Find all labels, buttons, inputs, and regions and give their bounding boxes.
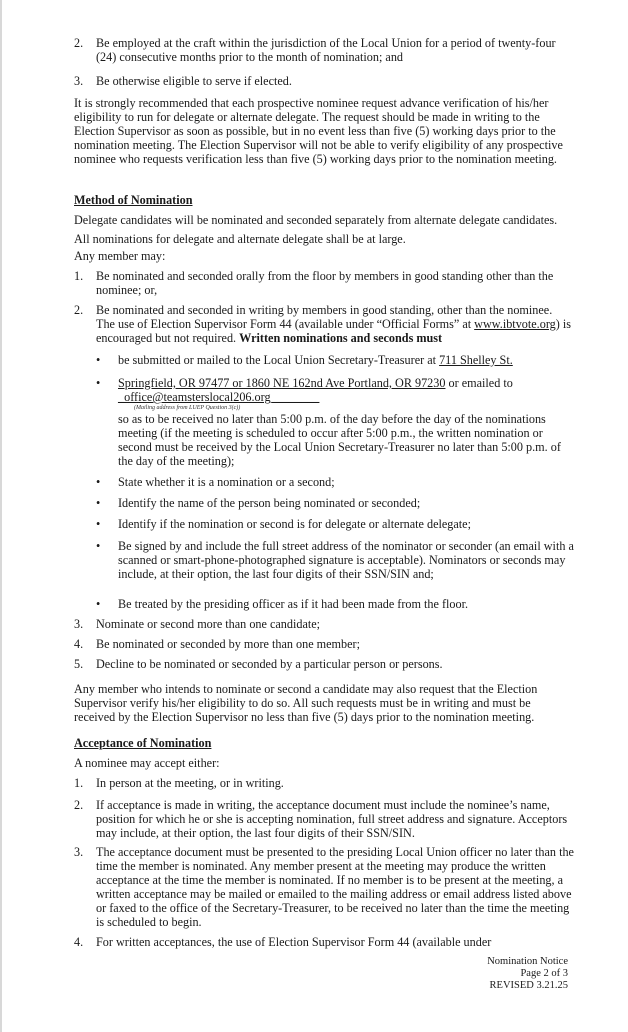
bullet-text: Identify if the nomination or second is for delegate or alternate delegate;: [118, 517, 471, 531]
item-text: Decline to be nominated or seconded by a particular person or persons.: [96, 657, 443, 671]
acceptance-item-2: [74, 798, 574, 840]
item-text: Be nominated or seconded by more than one member;: [96, 637, 360, 651]
acceptance-item-4: [74, 935, 574, 949]
item-number: 3.: [74, 617, 84, 631]
page-footer: [487, 956, 568, 992]
written-nominations-bold: Written nominations and seconds must: [239, 331, 443, 345]
footer-revision: REVISED 3.21.25: [489, 980, 568, 991]
item-number: 2.: [74, 36, 84, 50]
eligibility-item-2: [74, 36, 574, 64]
item-text: In person at the meeting, or in writing.: [96, 776, 284, 790]
method-heading: Method of Nomination: [74, 193, 193, 207]
street-address: 711 Shelley St.: [439, 353, 513, 367]
bullet-identify-name: [96, 496, 574, 510]
item-text: For written acceptances, the use of Election Supervisor Form 44 (available under: [96, 935, 492, 949]
office-email-link[interactable]: _office@teamsterslocal206.org________: [118, 390, 320, 404]
page-edge: [0, 0, 2, 1032]
acceptance-heading: Acceptance of Nomination: [74, 736, 212, 750]
item-number: 1.: [74, 269, 84, 283]
method-item-4: [74, 637, 574, 651]
bullet-text: Be treated by the presiding officer as if it had been made from the floor.: [118, 597, 469, 611]
bullet-text: State whether it is a nomination or a second;: [118, 475, 335, 489]
bullet-icon: •: [96, 539, 101, 553]
bullet-text: Be signed by and include the full street address of the nominator or seconder (an email with a scanned or smart-phone-photographed signature is acceptable). Nominators or seconds may include, at their option, the last four digits of their SSN/SIN and;: [118, 539, 574, 581]
item-number: 5.: [74, 657, 84, 671]
item-text: If acceptance is made in writing, the acceptance document must include the nominee’s name, position for which he or she is accepting nomination, full street address and signature. Acceptors may include, at their option, the last four digits of their SSN/SIN.: [96, 798, 568, 840]
deadline-text: so as to be received no later than 5:00 p.m. of the day before the day of the nominations meeting (if the meeting is scheduled to occur after 5:00 p.m., the written nomination or second must be received by the Local Union Secretary-Treasurer no later than 5:00 p.m. of the day of the meeting);: [118, 412, 561, 468]
bullet-text: be submitted or mailed to the Local Union Secretary-Treasurer at: [118, 353, 440, 367]
method-item-3: [74, 617, 574, 631]
item-number: 4.: [74, 935, 84, 949]
bullet-submit: [96, 353, 574, 367]
method-item-1: [74, 269, 574, 297]
item-number: 3.: [74, 845, 84, 859]
item-number: 2.: [74, 303, 84, 317]
city-address: Springfield, OR 97477 or 1860 NE 162nd Ave Portland, OR 97230: [118, 376, 446, 390]
item-text: Be nominated and seconded in writing by members in good standing, other than the nominee. The use of Election Supervisor Form 44 (available under “Official Forms” at: [96, 303, 553, 331]
bullet-identify-position: [96, 517, 574, 531]
item-text: Be nominated and seconded orally from the floor by members in good standing other than the nominee; or,: [96, 269, 554, 297]
bullet-icon: •: [96, 517, 101, 531]
item-text-cont: ) is encouraged but not required.: [96, 317, 571, 345]
bullet-state: [96, 475, 574, 489]
bullet-signed: [96, 539, 574, 581]
footer-title: Nomination Notice: [487, 956, 568, 967]
mailing-address-note: (Mailing address from LUEP Question 3(c)): [134, 405, 241, 411]
acceptance-item-1: [74, 776, 574, 790]
item-number: 4.: [74, 637, 84, 651]
footer-page-number: Page 2 of 3: [520, 968, 568, 979]
method-item-2: [74, 303, 574, 345]
item-number: 3.: [74, 74, 84, 88]
bullet-treated: [96, 597, 574, 611]
bullet-icon: •: [96, 597, 101, 611]
bullet-icon: •: [96, 353, 101, 367]
bullet-icon: •: [96, 496, 101, 510]
bullet-icon: •: [96, 376, 101, 390]
bullet-icon: •: [96, 475, 101, 489]
verification-paragraph: It is strongly recommended that each prospective nominee request advance verification of his/her eligibility to run for delegate or alternate delegate. The request should be made in writing to the Election Supervisor as soon as possible, but in no event less than five (5) working days prior to the nomination meeting. The Election Supervisor will not be able to verify eligibility of any prospective nominee who requests verification less than five (5) working days prior to the nomination meeting.: [74, 96, 563, 166]
item-number: 1.: [74, 776, 84, 790]
eligibility-item-3: [74, 74, 574, 88]
bullet-text: or emailed to: [445, 376, 513, 390]
method-para-1: Delegate candidates will be nominated and seconded separately from alternate delegate candidates.: [74, 213, 558, 227]
ibtvote-link[interactable]: www.ibtvote.org: [474, 317, 556, 331]
method-item-5: [74, 657, 574, 671]
method-closing-paragraph: Any member who intends to nominate or second a candidate may also request that the Election Supervisor verify his/her eligibility to do so. All such requests must be in writing and must be received by the Election Supervisor no less than five (5) days prior to the nomination meeting.: [74, 682, 538, 724]
method-para-2: All nominations for delegate and alternate delegate shall be at large.: [74, 232, 406, 246]
item-text: Be otherwise eligible to serve if elected.: [96, 74, 292, 88]
acceptance-intro: A nominee may accept either:: [74, 756, 220, 770]
item-text: The acceptance document must be presented to the presiding Local Union officer no later than the time the member is nominated. Any member present at the meeting may produce the written acceptance at the time the member is nominated. If no member is to be present at the meeting, a written acceptance may be mailed or emailed to the mailing address or email address listed above or faxed to the office of the Secretary-Treasurer, to be received no later than the time the meeting is scheduled to begin.: [96, 845, 574, 929]
item-text: Nominate or second more than one candidate;: [96, 617, 321, 631]
item-text: Be employed at the craft within the jurisdiction of the Local Union for a period of twenty-four (24) consecutive months prior to the month of nomination; and: [96, 36, 556, 64]
acceptance-item-3: [74, 845, 574, 929]
method-para-3: Any member may:: [74, 249, 166, 263]
bullet-text: Identify the name of the person being nominated or seconded;: [118, 496, 421, 510]
item-number: 2.: [74, 798, 84, 812]
bullet-address-email: [96, 376, 574, 468]
